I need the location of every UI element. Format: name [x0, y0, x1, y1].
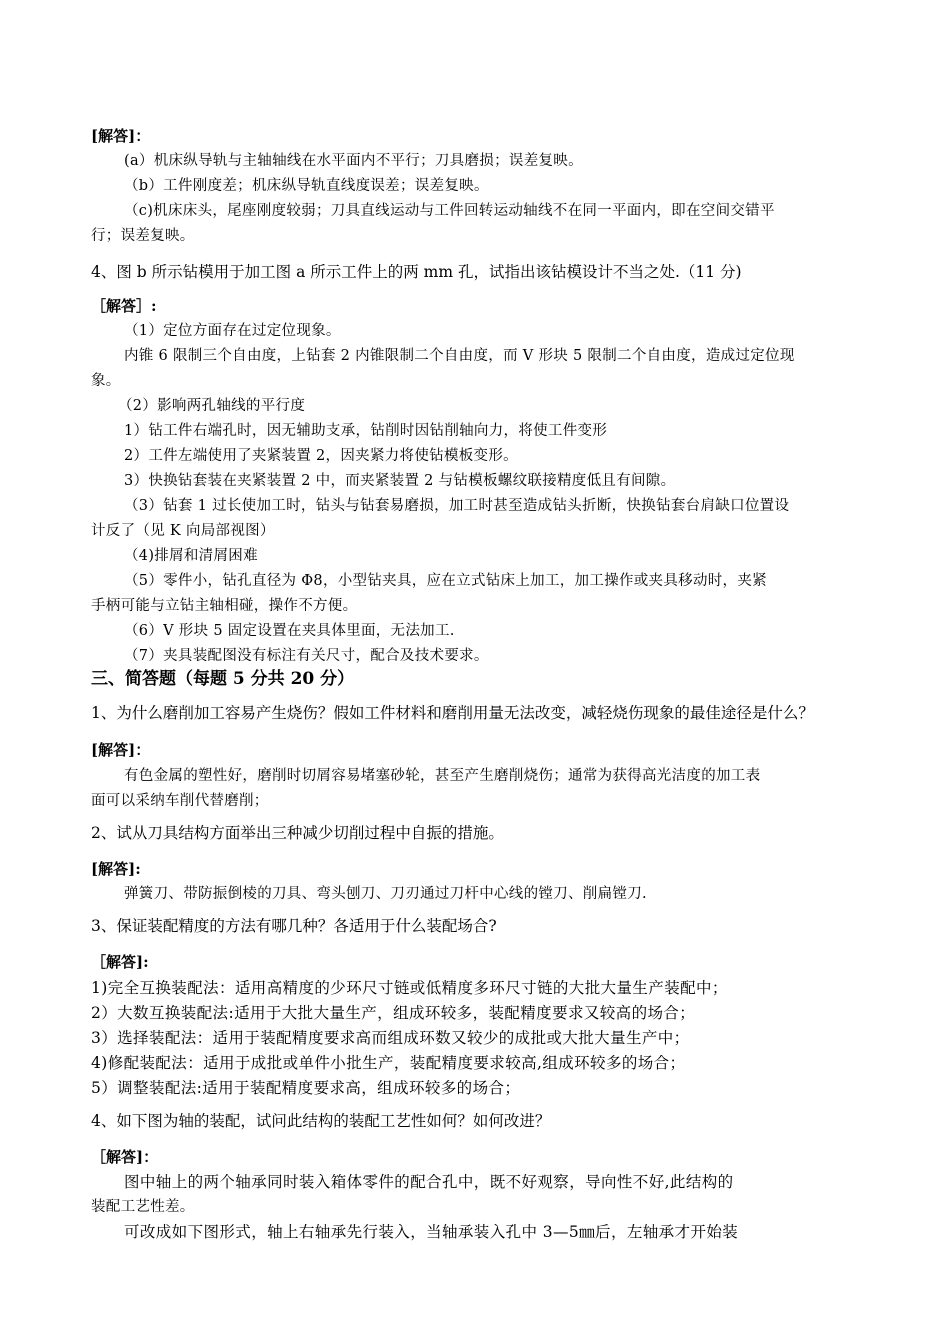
answer-line: 5）调整装配法:适用于装配精度要求高，组成环较多的场合； [91, 1079, 521, 1097]
answer-label: [解答]： [91, 127, 151, 145]
answer-line: （7）夹具装配图没有标注有关尺寸，配合及技术要求。 [124, 648, 489, 664]
answer-line: （b）工件刚度差；机床纵导轨直线度误差；误差复映。 [124, 178, 489, 194]
answer-line: 手柄可能与立钻主轴相碰，操作不方便。 [91, 598, 358, 614]
answer-line: （5）零件小，钻孔直径为 Φ8，小型钻夹具，应在立式钻床上加工，加工操作或夹具移动时，夹紧 [124, 573, 767, 589]
answer-line: 计反了（见 K 向局部视图） [91, 523, 275, 539]
answer-line: 装配工艺性差。 [91, 1199, 195, 1215]
question-4b: 4、如下图为轴的装配，试问此结构的装配工艺性如何？如何改进？ [91, 1112, 551, 1130]
answer-line: （4)排屑和清屑困难 [124, 548, 258, 564]
answer-line: 面可以采纳车削代替磨削； [91, 793, 269, 809]
answer-line: 弹簧刀、带防振倒棱的刀具、弯头刨刀、刀刃通过刀杆中心线的镗刀、削扁镗刀. [124, 886, 647, 902]
answer-line: 内锥 6 限制三个自由度，上钻套 2 内锥限制二个自由度，而 V 形块 5 限制二个自由度，造成过定位现 [124, 348, 795, 364]
answer-label: [解答]: [91, 860, 141, 878]
answer-line: (a）机床纵导轨与主轴轴线在水平面内不平行；刀具磨损；误差复映。 [124, 153, 583, 169]
question-3: 3、保证装配精度的方法有哪几种？各适用于什么装配场合? [91, 917, 497, 935]
answer-line: （c)机床床头，尾座刚度较弱；刀具直线运动与工件回转运动轴线不在同一平面内，即在空间交错平 [124, 203, 775, 219]
answer-label: ［解答]： [91, 1148, 159, 1166]
question-1: 1、为什么磨削加工容易产生烧伤？假如工件材料和磨削用量无法改变，减轻烧伤现象的最佳途径是什么？ [91, 704, 814, 722]
answer-line: 可改成如下图形式，轴上右轴承先行装入，当轴承装入孔中 3—5㎜后，左轴承才开始装 [124, 1223, 739, 1241]
answer-label: ［解答］: [91, 297, 157, 315]
answer-line: 2）工件左端使用了夹紧装置 2，因夹紧力将使钻模板变形。 [124, 448, 518, 464]
answer-line: 3）快换钻套装在夹紧装置 2 中，而夹紧装置 2 与钻模板螺纹联接精度低且有间隙。 [124, 473, 676, 489]
answer-line: （3）钻套 1 过长使加工时，钻头与钻套易磨损，加工时甚至造成钻头折断，快换钻套台肩缺口位置设 [124, 498, 790, 514]
answer-label: ［解答]: [91, 953, 149, 971]
answer-line: （2）影响两孔轴线的平行度 [118, 398, 306, 414]
answer-line: （6）V 形块 5 固定设置在夹具体里面，无法加工. [124, 623, 455, 639]
question-2: 2、试从刀具结构方面举出三种减少切削过程中自振的措施。 [91, 824, 504, 842]
answer-line: 1)完全互换装配法：适用高精度的少环尺寸链或低精度多环尺寸链的大批大量生产装配中； [91, 979, 728, 997]
answer-line: 行；误差复映。 [91, 228, 195, 244]
answer-line: 3）选择装配法：适用于装配精度要求高而组成环数又较少的成批或大批大量生产中； [91, 1029, 690, 1047]
answer-line: 图中轴上的两个轴承同时装入箱体零件的配合孔中，既不好观察，导向性不好,此结构的 [124, 1173, 734, 1191]
answer-line: 象。 [91, 373, 121, 389]
answer-label: [解答]： [91, 741, 151, 759]
answer-line: 4)修配装配法：适用于成批或单件小批生产，装配精度要求较高,组成环较多的场合； [91, 1054, 686, 1072]
answer-line: 1）钻工件右端孔时，因无辅助支承，钻削时因钻削轴向力，将使工件变形 [124, 423, 608, 439]
answer-line: 有色金属的塑性好，磨削时切屑容易堵塞砂轮，甚至产生磨削烧伤；通常为获得高光洁度的加工表 [124, 768, 761, 784]
question-4: 4、图 b 所示钻模用于加工图 a 所示工件上的两 mm 孔，试指出该钻模设计不当之处.（11 分) [91, 263, 742, 281]
answer-line: 2）大数互换装配法:适用于大批大量生产，组成环较多，装配精度要求又较高的场合； [91, 1004, 696, 1022]
answer-line: （1）定位方面存在过定位现象。 [124, 323, 341, 339]
section-heading: 三、简答题（每题 5 分共 20 分） [91, 669, 355, 689]
